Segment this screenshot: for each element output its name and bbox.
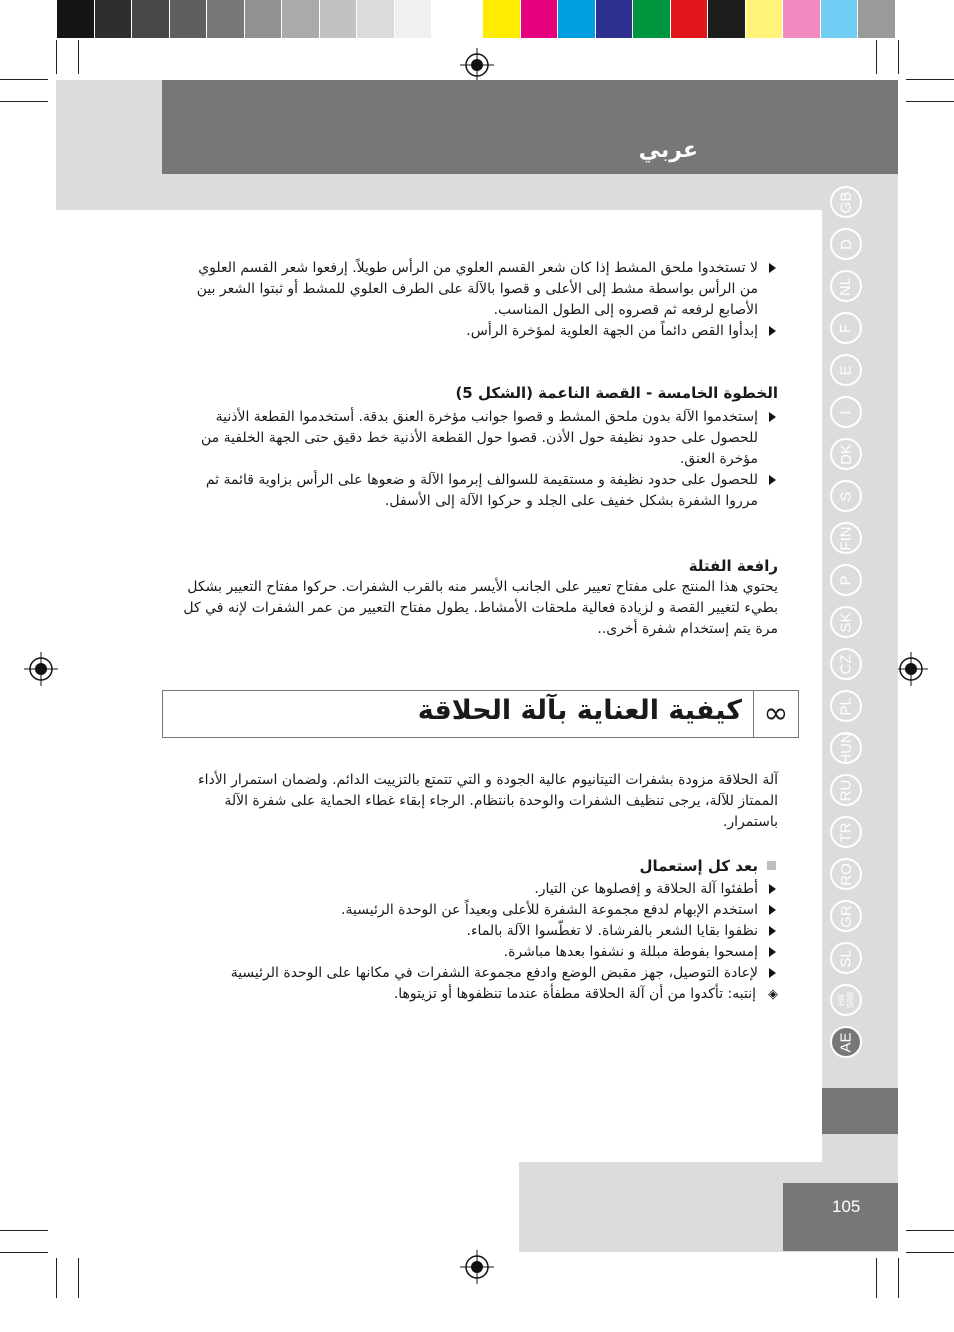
- color-swatch: [746, 0, 784, 38]
- language-tab-d[interactable]: [830, 228, 862, 260]
- color-swatch: [671, 0, 709, 38]
- gray-swatch: [207, 0, 245, 38]
- language-tab-sl[interactable]: [830, 942, 862, 974]
- care-section-header: [162, 690, 799, 738]
- registration-mark-icon: [460, 1250, 494, 1284]
- after-use-heading: بعد كل إستعمال: [190, 856, 778, 877]
- language-tab-label: FIN: [837, 525, 855, 551]
- list-item: لا تستخدوا ملحق المشط إذا كان شعر القسم العلوي من الرأس طويلاً. إرفعوا شعر القسم العلوي من الرأس بواسطة مشط إلى الأعلى و قصوا بالآلة على الطرف العلوي للمشط أو ثبتوا الشعر بين الأصابع لرفعه ثم قصروه إلى الطول المناسب.: [190, 258, 778, 321]
- crop-mark: [876, 1258, 877, 1298]
- gray-swatch: [57, 0, 95, 38]
- language-tab-label: P: [837, 574, 855, 586]
- page-number: 105: [832, 1197, 861, 1216]
- step5-heading: الخطوة الخامسة - القصة الناعمة (الشكل 5): [455, 384, 778, 402]
- warning-note: [190, 984, 778, 1005]
- lever-text: يحتوي هذا المنتج على مفتاح تعيير على الجانب الأيسر منه بالقرب الشفرات. حركوا مفتاح التعيير بشكل بطيء لتغيير القصة و لزيادة فعالية ملحقات الأمشاط. يطول مفتاح التعيير من عمر الشفرات لإنه في كل مرة يتم إستخدام شفرة أخرى..: [183, 579, 778, 637]
- list-item: استخدم الإبهام لدفع مجموعة الشفرة للأعلى وبعيداً عن الوحدة الرئيسية.: [190, 900, 778, 921]
- crop-mark: [906, 101, 954, 102]
- crop-mark: [78, 1258, 79, 1298]
- language-tab-ae[interactable]: [830, 1026, 862, 1058]
- language-tab-e[interactable]: [830, 354, 862, 386]
- crop-mark: [0, 1230, 48, 1231]
- language-tab-label: HUN: [837, 731, 855, 765]
- crop-mark: [906, 1230, 954, 1231]
- after-use-section: [190, 856, 778, 1005]
- language-tab-hun[interactable]: [830, 732, 862, 764]
- crop-mark: [78, 40, 79, 74]
- care-title: كيفية العناية بآلة الحلاقة: [417, 695, 742, 726]
- grayscale-color-bar: [57, 0, 470, 38]
- gray-swatch: [132, 0, 170, 38]
- gray-swatch: [432, 0, 470, 38]
- language-tab-label: RU: [837, 779, 855, 801]
- color-swatch: [821, 0, 859, 38]
- language-tab-label: SL: [837, 948, 855, 968]
- language-tab-label: TR: [837, 822, 855, 842]
- language-tab-pl[interactable]: [830, 690, 862, 722]
- language-tab-dk[interactable]: [830, 438, 862, 470]
- color-swatch: [521, 0, 559, 38]
- language-tab-gr[interactable]: [830, 900, 862, 932]
- language-tab-hr-srb[interactable]: [830, 984, 862, 1016]
- care-intro-text: آلة الحلاقة مزودة بشفرات التيتانيوم عالية الجودة و التي تتمتع بالتزييت الدائم. ولضمان استمرار الأداء الممتاز للآلة، يرجى تنظيف الشفرات والوحدة بانتظام. الرجاء إبقاء غطاء الحماية على شفرة الآلة باستمرار.: [198, 772, 778, 830]
- language-tab-i[interactable]: [830, 396, 862, 428]
- language-tab-label: HR SRB: [836, 991, 855, 1009]
- page-number-box: [783, 1183, 898, 1251]
- infinity-icon: ∞: [753, 691, 798, 737]
- language-tab-sk[interactable]: [830, 606, 862, 638]
- page-header: [162, 80, 898, 174]
- language-tab-f[interactable]: [830, 312, 862, 344]
- color-swatch: [708, 0, 746, 38]
- language-tab-label: DK: [837, 443, 855, 465]
- crop-mark: [898, 1258, 899, 1298]
- color-swatch: [483, 0, 521, 38]
- language-tab-ru[interactable]: [830, 774, 862, 806]
- language-tab-label: D: [837, 238, 855, 250]
- lever-heading: رافعة الفتلة: [688, 557, 778, 575]
- language-tab-label: PL: [837, 696, 855, 716]
- language-tab-tr[interactable]: [830, 816, 862, 848]
- process-color-bar: [483, 0, 896, 38]
- registration-mark-icon: [24, 652, 58, 686]
- warning-icon: ◈: [768, 987, 778, 1002]
- color-swatch: [633, 0, 671, 38]
- crop-mark: [0, 79, 48, 80]
- language-tab-p[interactable]: [830, 564, 862, 596]
- language-tab-label: RO: [837, 862, 855, 886]
- warning-text: إنتبه: تأكدوا من أن آلة الحلاقة مطفأة عندما تنظفوها أو تزيتوها.: [393, 986, 756, 1002]
- list-item: إستخدموا الآلة بدون ملحق المشط و قصوا جوانب مؤخرة العنق بدقة. أستخدموا القطعة الأذنية للحصول على حدود نظيفة حول الأذن. قصوا حول القطعة الأذنية خط دقيق حتى الجهة الخلفية من مؤخرة العنق.: [190, 407, 778, 470]
- comb-instructions: [190, 258, 778, 342]
- crop-mark: [56, 1258, 57, 1298]
- crop-mark: [906, 1252, 954, 1253]
- color-swatch: [558, 0, 596, 38]
- list-item: إمسحوا بفوطة مبللة و نشفوا بعدها مباشرة.: [190, 942, 778, 963]
- list-item: أطفئوا آلة الحلاقة و إفصلوها عن التيار.: [190, 879, 778, 900]
- active-language-band: [822, 1088, 898, 1134]
- language-tab-gb[interactable]: [830, 186, 862, 218]
- language-tab-label: F: [837, 323, 855, 333]
- crop-mark: [876, 40, 877, 74]
- language-tab-label: I: [837, 409, 855, 415]
- language-tab-label: GB: [837, 191, 855, 213]
- language-tab-label: CZ: [837, 654, 855, 674]
- color-swatch: [596, 0, 634, 38]
- gray-swatch: [245, 0, 283, 38]
- list-item: إبدأوا القص دائماً من الجهة العلوية لمؤخرة الرأس.: [190, 321, 778, 342]
- language-tab-cz[interactable]: [830, 648, 862, 680]
- gray-swatch: [170, 0, 208, 38]
- language-tab-fin[interactable]: [830, 522, 862, 554]
- gray-swatch: [395, 0, 433, 38]
- language-tab-s[interactable]: [830, 480, 862, 512]
- crop-mark: [0, 1252, 48, 1253]
- crop-mark: [0, 101, 48, 102]
- color-swatch: [783, 0, 821, 38]
- crop-mark: [906, 79, 954, 80]
- gray-swatch: [357, 0, 395, 38]
- gray-swatch: [282, 0, 320, 38]
- list-item: لإعادة التوصيل، جهز مقبض الوضع وادفع مجموعة الشفرات في مكانها على الوحدة الرئيسية: [190, 963, 778, 984]
- language-title: عربي: [638, 138, 698, 163]
- gray-swatch: [95, 0, 133, 38]
- crop-mark: [56, 40, 57, 74]
- care-intro: [190, 770, 778, 833]
- language-tab-ro[interactable]: [830, 858, 862, 890]
- language-tab-label: S: [837, 490, 855, 502]
- list-item: نظفوا بقايا الشعر بالفرشاة. لا تغطّسوا الآلة بالماء.: [190, 921, 778, 942]
- language-tab-label: AE: [837, 1031, 855, 1053]
- language-tab-label: NL: [837, 276, 855, 296]
- registration-mark-icon: [460, 48, 494, 82]
- list-item: للحصول على حدود نظيفة و مستقيمة للسوالف إبرموا الآلة و ضعوها على الرأس بزاوية قائمة ثم مرروا الشفرة بشكل خفيف على الجلد و حركوا الآلة إلى الأسفل.: [190, 470, 778, 512]
- gray-swatch: [320, 0, 358, 38]
- step5-section: [190, 383, 778, 512]
- color-swatch: [858, 0, 896, 38]
- crop-mark: [898, 40, 899, 74]
- taper-lever-section: [170, 556, 778, 640]
- language-tab-label: E: [837, 364, 855, 376]
- registration-mark-icon: [894, 652, 928, 686]
- language-tab-label: SK: [837, 611, 855, 633]
- language-tab-nl[interactable]: [830, 270, 862, 302]
- language-tab-label: GR: [837, 904, 855, 928]
